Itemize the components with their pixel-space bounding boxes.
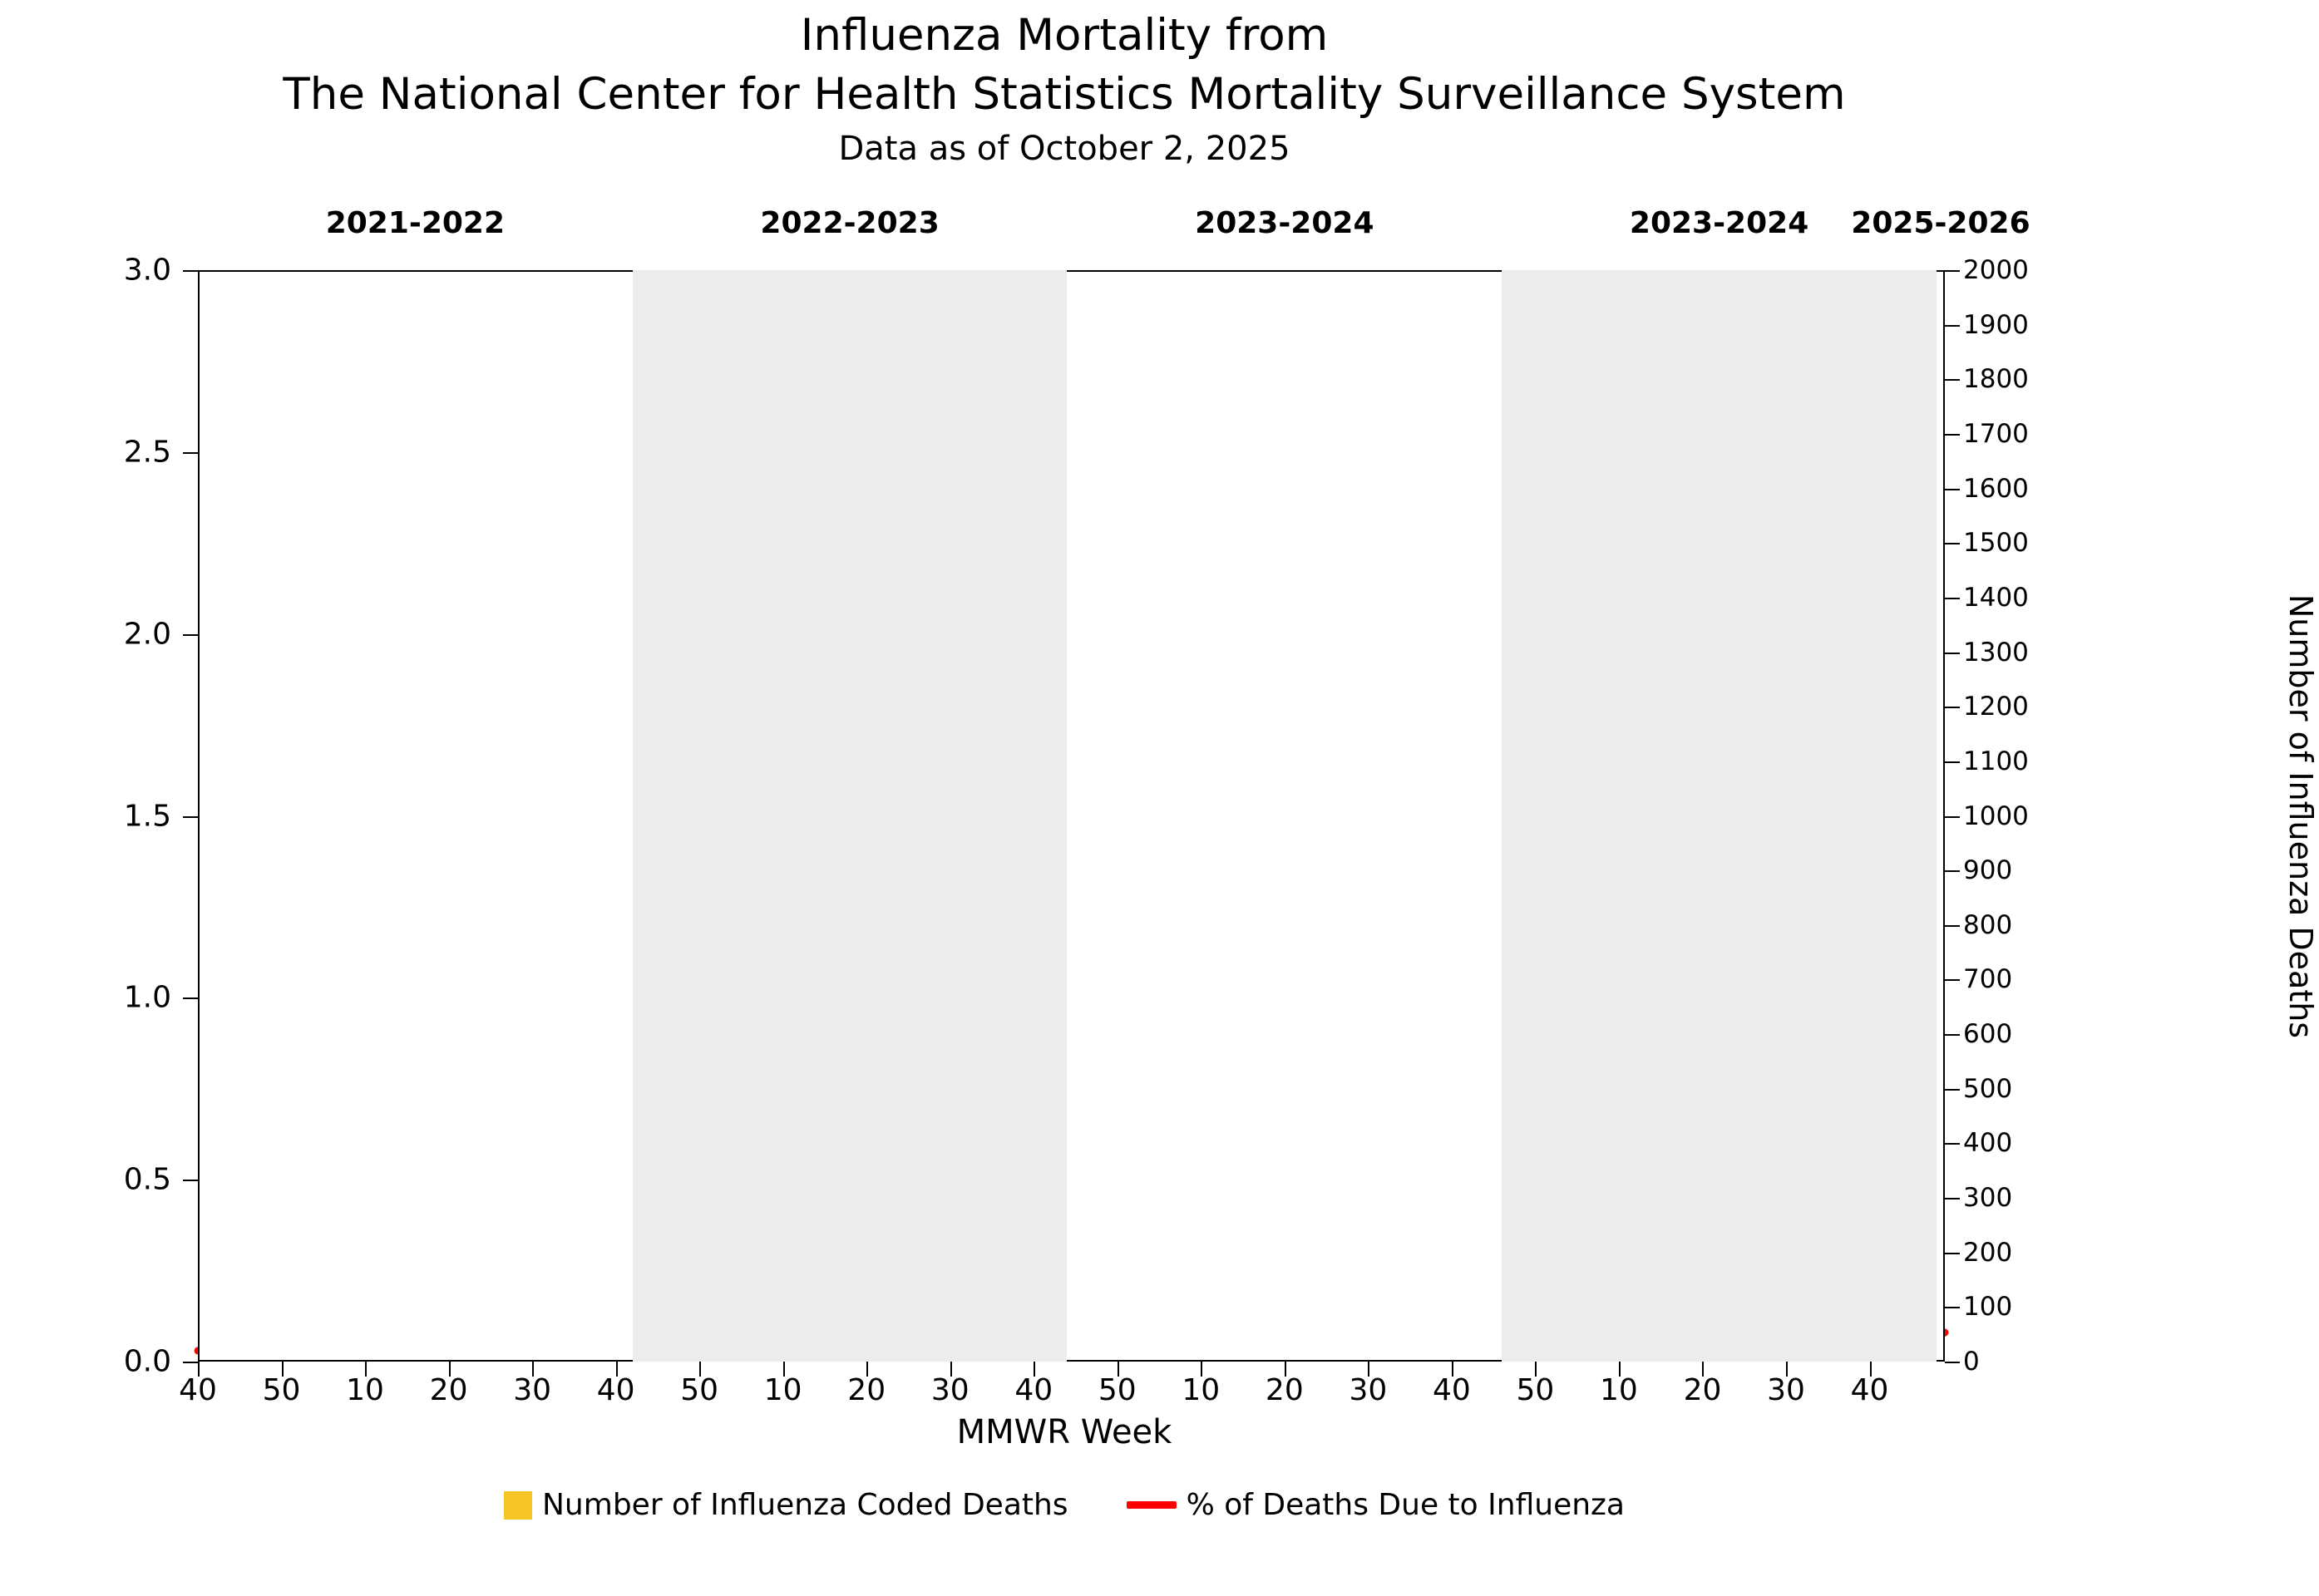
right-axis-tick-label: 1400: [1963, 582, 2029, 613]
left-axis-tick-label: 0.5: [123, 1162, 171, 1197]
season-label: 2021-2022: [325, 206, 506, 240]
right-axis-tick-mark: [1945, 434, 1960, 436]
season-label: 2022-2023: [760, 206, 940, 240]
right-axis-tick-label: 800: [1963, 909, 2013, 940]
left-axis-title-wrap: [0, 270, 67, 1362]
left-axis-tick-label: 0.0: [123, 1344, 171, 1379]
right-axis-tick-mark: [1945, 925, 1960, 927]
left-axis-tick-label: 3.0: [123, 253, 171, 288]
right-axis-tick-mark: [1945, 1362, 1960, 1363]
legend-item-deaths: [504, 1488, 1068, 1522]
x-axis-tick-label: 40: [1850, 1373, 1889, 1407]
left-axis-tick-mark: [183, 270, 198, 272]
right-axis-tick-label: 1300: [1963, 637, 2029, 667]
season-shading-band-1: [633, 270, 1068, 1362]
right-axis-tick-mark: [1945, 379, 1960, 381]
x-axis-tick-label: 30: [1349, 1373, 1388, 1407]
x-axis-tick-label: 20: [847, 1373, 886, 1407]
x-axis-tick-label: 50: [1516, 1373, 1555, 1407]
left-axis-tick-mark: [183, 452, 198, 454]
left-axis-tick-mark: [183, 816, 198, 818]
right-axis-tick-mark: [1945, 1307, 1960, 1308]
right-axis-tick-label: 100: [1963, 1292, 2013, 1323]
right-axis-tick-mark: [1945, 598, 1960, 599]
right-axis-tick-label: 1800: [1963, 364, 2029, 395]
x-axis-tick-label: 10: [1182, 1373, 1221, 1407]
x-axis-tick-label: 40: [1014, 1373, 1053, 1407]
season-label: 2023-2024: [1629, 206, 1809, 240]
x-axis-tick-label: 20: [1265, 1373, 1304, 1407]
right-axis-title-wrap: [2054, 270, 2319, 1362]
season-shading-band-2: [1502, 270, 1937, 1362]
right-axis-tick-mark: [1945, 543, 1960, 544]
right-axis-tick-label: 1500: [1963, 528, 2029, 559]
x-axis-tick-label: 40: [179, 1373, 217, 1407]
x-axis-tick-label: 20: [1683, 1373, 1722, 1407]
right-axis-tick-label: 1600: [1963, 473, 2029, 504]
right-axis-tick-label: 400: [1963, 1128, 2013, 1159]
right-axis-tick-mark: [1945, 1034, 1960, 1036]
area-swatch-icon: [504, 1491, 532, 1520]
x-axis-tick-label: 20: [429, 1373, 468, 1407]
right-axis-tick-label: 1100: [1963, 746, 2029, 776]
right-axis-tick-mark: [1945, 816, 1960, 818]
x-axis-tick-label: 50: [262, 1373, 301, 1407]
right-axis-tick-mark: [1945, 979, 1960, 981]
right-axis-tick-label: 1200: [1963, 692, 2029, 722]
x-axis-title: MMWR Week: [956, 1413, 1172, 1451]
chart-subtitle: Data as of October 2, 2025: [838, 130, 1290, 168]
x-axis-tick-label: 10: [763, 1373, 802, 1407]
right-axis-tick-mark: [1945, 270, 1960, 272]
x-axis-tick-label: 40: [596, 1373, 635, 1407]
x-axis-tick-label: 30: [1767, 1373, 1805, 1407]
right-axis-tick-mark: [1945, 489, 1960, 490]
chart-legend: [0, 1488, 2129, 1522]
chart-title-line-1: Influenza Mortality from: [800, 10, 1329, 61]
left-axis-tick-label: 1.0: [123, 980, 171, 1015]
right-axis-tick-label: 1700: [1963, 418, 2029, 449]
right-axis-tick-mark: [1945, 707, 1960, 708]
left-axis-tick-mark: [183, 634, 198, 636]
plot-area: [198, 270, 1945, 1362]
chart-title-block: [0, 0, 2129, 173]
right-axis-tick-mark: [1945, 1143, 1960, 1145]
x-axis-tick-label: 10: [1600, 1373, 1638, 1407]
x-axis-tick-label: 30: [930, 1373, 970, 1407]
left-axis-tick-mark: [183, 1362, 198, 1363]
chart-title-line-2: The National Center for Health Statistics Mortality Surveillance System: [283, 69, 1846, 120]
right-axis-tick-mark: [1945, 653, 1960, 654]
line-swatch-icon: [1127, 1501, 1177, 1509]
legend-label-deaths: Number of Influenza Coded Deaths: [542, 1488, 1068, 1522]
x-axis-tick-label: 10: [346, 1373, 384, 1407]
x-axis-tick-label: 30: [513, 1373, 551, 1407]
right-axis-tick-label: 200: [1963, 1237, 2013, 1268]
left-axis-tick-label: 2.0: [123, 617, 171, 652]
left-axis-tick-label: 1.5: [123, 799, 171, 833]
season-label: 2023-2024: [1195, 206, 1374, 240]
season-label: 2025-2026: [1851, 206, 2030, 240]
x-axis-tick-label: 50: [680, 1373, 719, 1407]
right-axis-tick-mark: [1945, 761, 1960, 763]
right-axis-tick-label: 300: [1963, 1183, 2013, 1214]
legend-item-percent: [1127, 1488, 1625, 1522]
right-axis-tick-label: 500: [1963, 1073, 2013, 1104]
right-axis-tick-label: 1900: [1963, 309, 2029, 340]
right-axis-tick-label: 1000: [1963, 800, 2029, 831]
right-axis-title: Number of Influenza Deaths: [2282, 594, 2319, 1038]
season-label-row: [198, 206, 2030, 248]
right-axis-tick-label: 0: [1963, 1347, 1980, 1377]
left-axis-tick-label: 2.5: [123, 435, 171, 470]
right-axis-tick-label: 2000: [1963, 255, 2029, 285]
x-axis-tick-label: 50: [1098, 1373, 1137, 1407]
right-axis-tick-mark: [1945, 870, 1960, 872]
right-axis-tick-mark: [1945, 1198, 1960, 1199]
right-axis-tick-mark: [1945, 1089, 1960, 1091]
left-axis-tick-mark: [183, 998, 198, 999]
left-axis-tick-mark: [183, 1180, 198, 1181]
legend-label-percent: % of Deaths Due to Influenza: [1186, 1488, 1625, 1522]
right-axis-tick-mark: [1945, 325, 1960, 327]
right-axis-tick-label: 700: [1963, 964, 2013, 995]
right-axis-tick-label: 900: [1963, 855, 2013, 886]
right-axis-tick-mark: [1945, 1253, 1960, 1254]
x-axis-tick-label: 40: [1432, 1373, 1471, 1407]
right-axis-tick-label: 600: [1963, 1019, 2013, 1050]
